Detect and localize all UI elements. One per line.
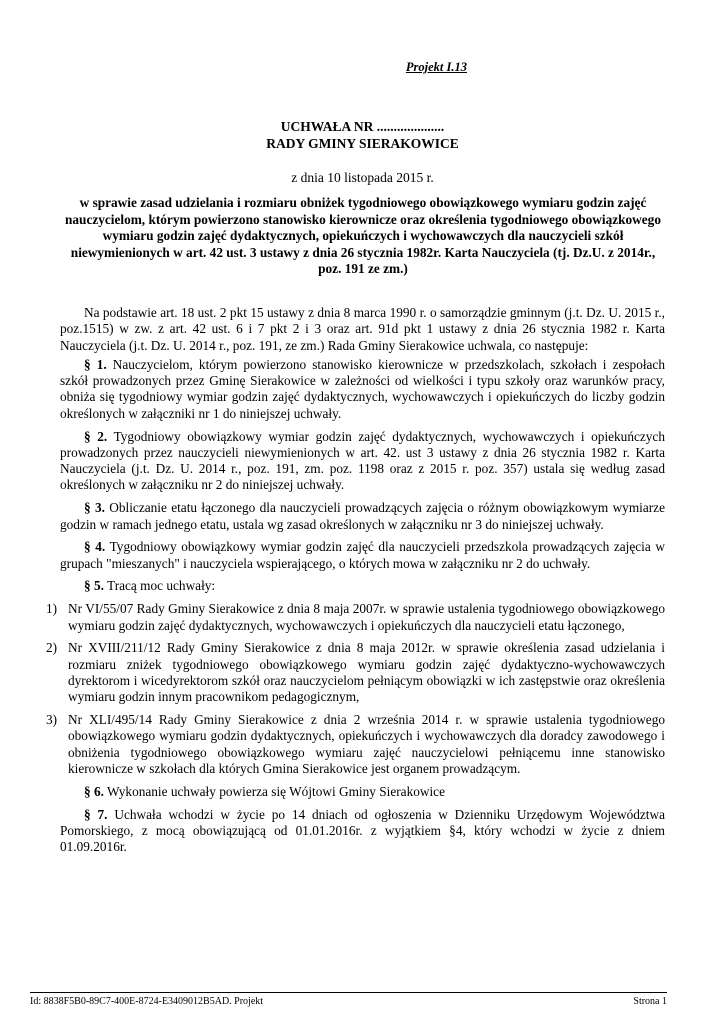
section-1-label: § 1. xyxy=(84,356,107,372)
list-item-text: Nr VI/55/07 Rady Gminy Sierakowice z dnia 8 maja 2007r. w sprawie ustalenia tygodniowego obowiązkowego wymiaru godzin zajęć dydaktycznych, wychowawczych i opiekuńczych dla nauczycieli etatu łączonego, xyxy=(68,601,665,633)
list-item-text: Nr XVIII/211/12 Rady Gminy Sierakowice z dnia 8 maja 2012r. w sprawie określenia zasad udzielania i rozmiaru zniżek tygodniowego obowiązkowego wymiaru godzin zajęć dydaktyczno-wychowawczych dyrektorom i wicedyrektorom szkół oraz nauczycielom pełniącym obowiązki w ich zastępstwie oraz określenia wymiaru godzin innym pracownikom pedagogicznym, xyxy=(68,640,665,705)
list-item xyxy=(46,601,665,634)
page-number: Strona 1 xyxy=(633,996,667,1007)
section-7-label: § 7. xyxy=(84,806,108,822)
project-label: Projekt I.13 xyxy=(405,60,467,74)
section-7-text: Uchwała wchodzi w życie po 14 dniach od ogłoszenia w Dzienniku Urzędowym Województwa Pomorskiego, z mocą obowiązującą od 01.01.2016r. z wyjątkiem §4, który wchodzi w życie z dniem 01.09.2016r. xyxy=(60,806,665,855)
section-2-text: Tygodniowy obowiązkowy wymiar godzin zajęć dydaktycznych, wychowawczych i opiekuńczych prowadzonych przez nauczycieli niewymienionych w art. 42. ust 3 ustawy z dnia 26 stycznia 1982 r. Karta Nauczyciela (j.t. Dz. U. 2014 r., poz. 191, zm. poz. 1198 oraz z 2015 r. poz. 357) ustala się według zasad określonych w załączniku nr 2 do niniejszej uchwały. xyxy=(60,428,665,493)
section-2-label: § 2. xyxy=(84,428,108,444)
list-item-number: 3) xyxy=(46,712,58,728)
section-3-label: § 3. xyxy=(84,500,105,516)
section-4-text: Tygodniowy obowiązkowy wymiar godzin zajęć dla nauczycieli przedszkola prowadzących zajęcia w grupach "mieszanych" i nauczyciela wspierającego, o których mowa w załączniku nr 2 do uchwały. xyxy=(60,539,665,571)
section-3-text: Obliczanie etatu łączonego dla nauczycieli prowadzących zajęcia o różnym obowiązkowym wymiarze godzin w ramach jednego etatu, ustala wg zasad określonych w załączniku nr 3 do niniejszej uchwały. xyxy=(60,500,665,532)
resolution-subject: w sprawie zasad udzielania i rozmiaru obniżek tygodniowego obowiązkowego wymiaru godzin zajęć nauczycielom, którym powierzono stanowisko kierownicze oraz określenia tygodniowego obowiązkowego wymiaru godzin zajęć dydaktycznych, opiekuńczych i wychowawczych dla nauczycieli szkół niewymienionych w art. 42 ust. 3 ustawy z dnia 26 stycznia 1982r. Karta Nauczyciela (tj. Dz.U. z 2014r., poz. 191 ze zm.) xyxy=(65,195,661,276)
section-6 xyxy=(60,784,665,800)
footer-divider xyxy=(30,992,667,993)
resolution-title: UCHWAŁA NR .................... xyxy=(280,119,445,134)
section-6-text: Wykonanie uchwały powierza się Wójtowi Gminy Sierakowice xyxy=(103,783,445,799)
list-item-text: Nr XLI/495/14 Rady Gminy Sierakowice z dnia 2 września 2014 r. w sprawie ustalenia tygodniowego obowiązkowego wymiaru godzin dydaktycznych, opiekuńczych i wychowawczych dla doradcy zawodowego i obniżenia tygodniowego obowiązkowego wymiaru zajęć nauczycielowi pełniącemu inne stanowisko kierownicze w szkołach dla których Gmina Sierakowice jest organem prowadzącym. xyxy=(68,712,665,776)
document-body xyxy=(46,305,665,862)
section-1-text: Nauczycielom, którym powierzono stanowisko kierownicze w przedszkolach, szkołach i zespołach szkół prowadzonych przez Gminę Sierakowice w zależności od wielkości i typu szkoły oraz warunków pracy, obniża się tygodniowy wymiar godzin zajęć dydaktycznych, wychowawczych i opiekuńczych do liczby godzin określonych w załączniki nr 1 do niniejszej uchwały. xyxy=(60,356,665,421)
repealed-resolutions-list xyxy=(46,601,665,777)
section-3 xyxy=(60,500,665,533)
section-4-label: § 4. xyxy=(84,539,106,555)
council-name: RADY GMINY SIERAKOWICE xyxy=(266,136,459,151)
section-5 xyxy=(60,578,665,594)
list-item-number: 2) xyxy=(46,640,58,656)
section-4 xyxy=(60,539,665,572)
section-2 xyxy=(60,429,665,494)
resolution-date: z dnia 10 listopada 2015 r. xyxy=(291,170,434,185)
section-7 xyxy=(60,807,665,856)
section-6-label: § 6. xyxy=(84,783,104,799)
list-item xyxy=(46,640,665,705)
document-id: Id: 8838F5B0-89C7-400E-8724-E3409012B5AD. Projekt xyxy=(30,996,264,1007)
list-item-number: 1) xyxy=(46,601,58,617)
section-5-text: Tracą moc uchwały: xyxy=(103,578,216,594)
section-1 xyxy=(60,357,665,422)
preamble: Na podstawie art. 18 ust. 2 pkt 15 ustawy z dnia 8 marca 1990 r. o samorządzie gminnym (j.t. Dz. U. 2015 r., poz.1515) w zw. z art. 42 ust. 6 i 7 pkt 2 i 3 oraz art. 91d pkt 1 ustawy z dnia 26 stycznia 1982 r. Karta Nauczyciela (j.t. Dz. U. 2014 r., poz. 191, ze zm.) Rada Gminy Sierakowice uchwala, co następuje: xyxy=(60,305,665,353)
section-5-label: § 5. xyxy=(84,578,104,594)
list-item xyxy=(46,712,665,777)
